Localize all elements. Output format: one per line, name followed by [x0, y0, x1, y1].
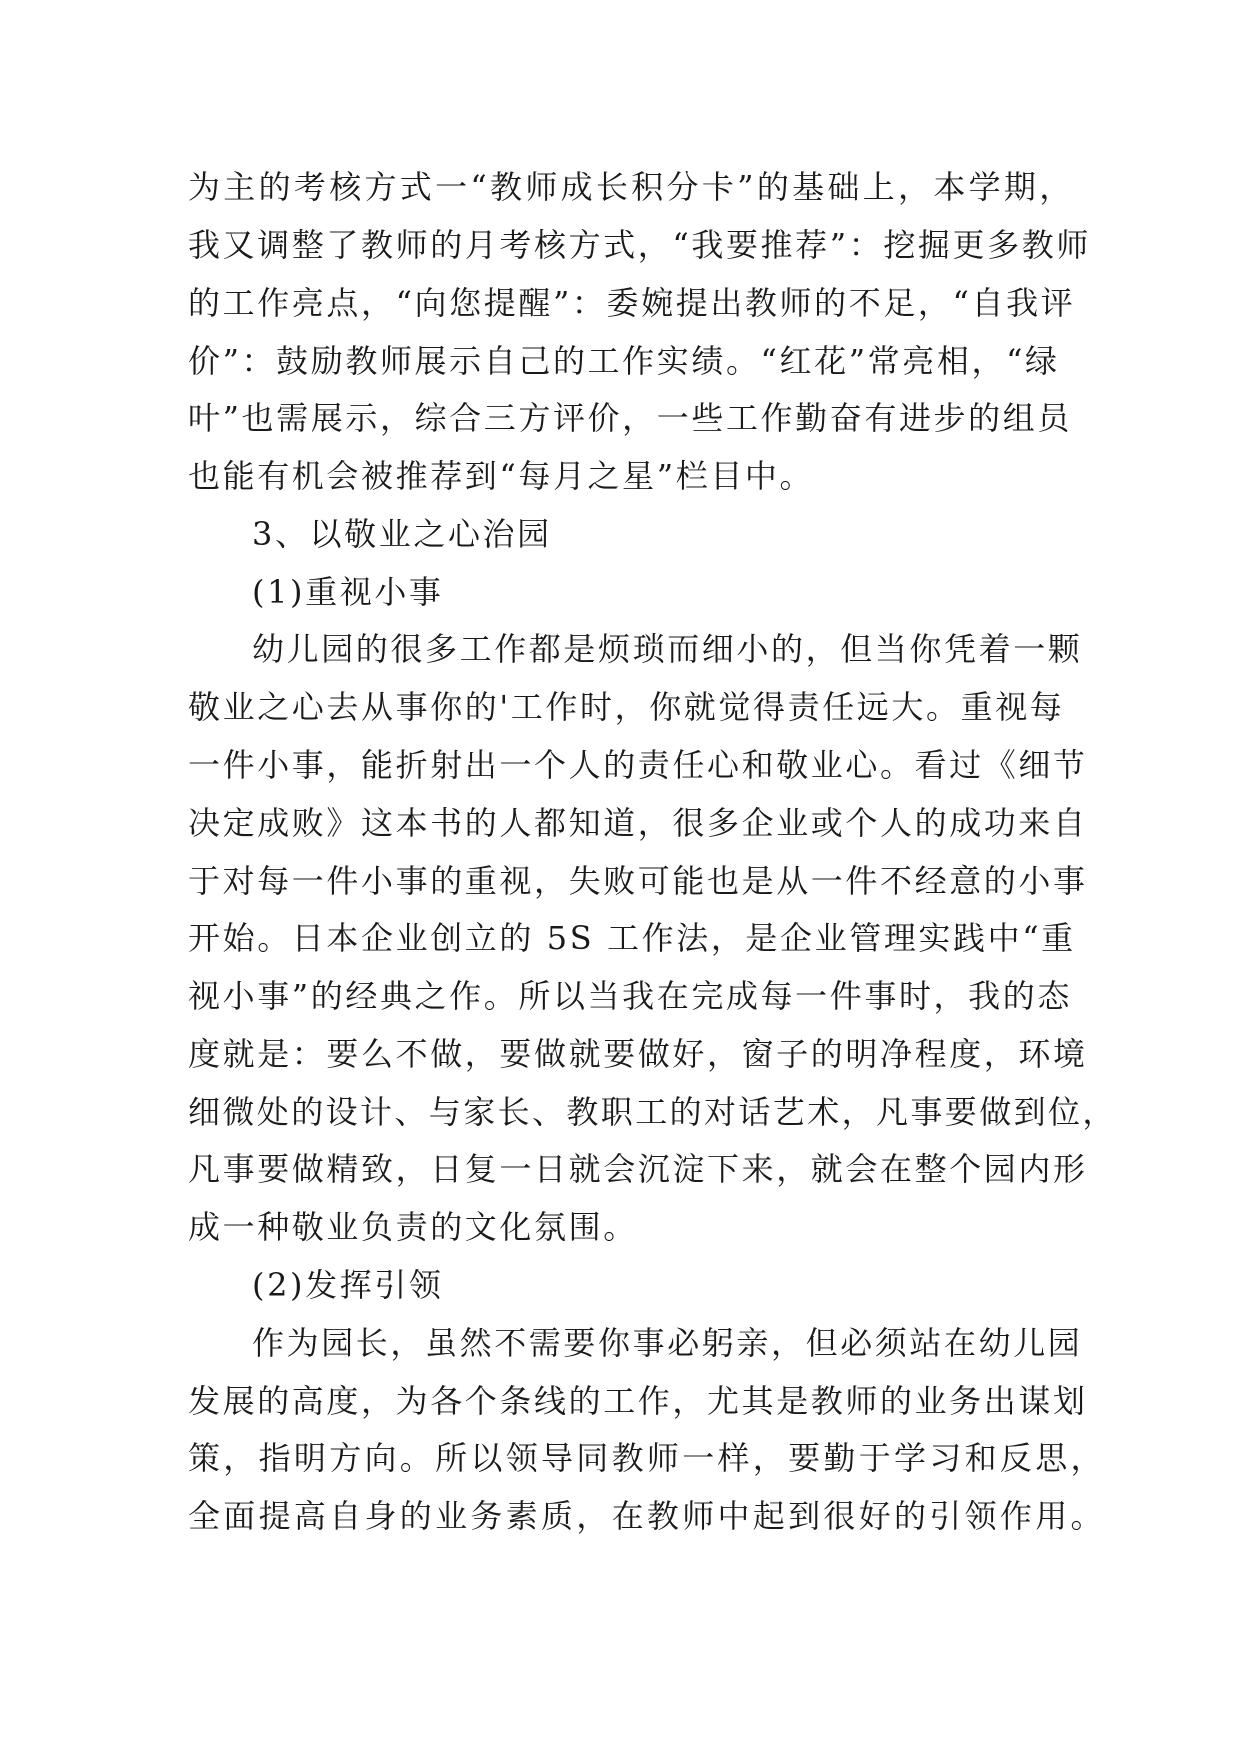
paragraph-line: 作为园长，虽然不需要你事必躬亲，但必须站在幼儿园	[252, 1324, 1083, 1362]
paragraph-line: 细微处的设计、与家长、教职工的对话艺术，凡事要做到位，	[188, 1093, 1117, 1131]
paragraph-line: 开始。日本企业创立的 5S 工作法，是企业管理实践中“重	[188, 919, 1076, 957]
paragraph-line: 敬业之心去从事你的'工作时，你就觉得责任远大。重视每	[188, 688, 1065, 726]
paragraph-line: 的工作亮点，“向您提醒”：委婉提出教师的不足，“自我评	[188, 284, 1076, 322]
paragraph-line: 成一种敬业负责的文化氛围。	[188, 1208, 638, 1246]
paragraph-line: 也能有机会被推荐到“每月之星”栏目中。	[188, 457, 815, 495]
paragraph-line: 幼儿园的很多工作都是烦琐而细小的，但当你凭着一颗	[252, 630, 1083, 668]
paragraph-line: 全面提高自身的业务素质，在教师中起到很好的引领作用。	[188, 1497, 1106, 1535]
paragraph-line: 叶”也需展示，综合三方评价，一些工作勤奋有进步的组员	[188, 399, 1072, 437]
paragraph-line: 视小事”的经典之作。所以当我在完成每一件事时，我的态	[188, 977, 1072, 1015]
paragraph-line: 于对每一件小事的重视，失败可能也是从一件不经意的小事	[188, 862, 1088, 900]
section-heading: 3、以敬业之心治园	[252, 515, 552, 553]
paragraph-line: 我又调整了教师的月考核方式，“我要推荐”：挖掘更多教师	[188, 226, 1091, 264]
paragraph-line: 一件小事，能折射出一个人的责任心和敬业心。看过《细节	[188, 746, 1088, 784]
paragraph-line: 策，指明方向。所以领导同教师一样，要勤于学习和反思，	[188, 1439, 1106, 1477]
paragraph-line: 发展的高度，为各个条线的工作，尤其是教师的业务出谋划	[188, 1382, 1088, 1420]
paragraph-line: 价”：鼓励教师展示自己的工作实绩。“红花”常亮相，“绿	[188, 342, 1060, 380]
paragraph-line: 为主的考核方式一“教师成长积分卡”的基础上，本学期，	[188, 168, 1075, 206]
paragraph-line: 决定成败》这本书的人都知道，很多企业或个人的成功来自	[188, 804, 1088, 842]
subsection-heading: (2)发挥引领	[252, 1266, 444, 1304]
paragraph-line: 凡事要做精致，日复一日就会沉淀下来，就会在整个园内形	[188, 1150, 1088, 1188]
paragraph-line: 度就是：要么不做，要做就要做好，窗子的明净程度，环境	[188, 1035, 1088, 1073]
subsection-heading: (1)重视小事	[252, 573, 444, 611]
